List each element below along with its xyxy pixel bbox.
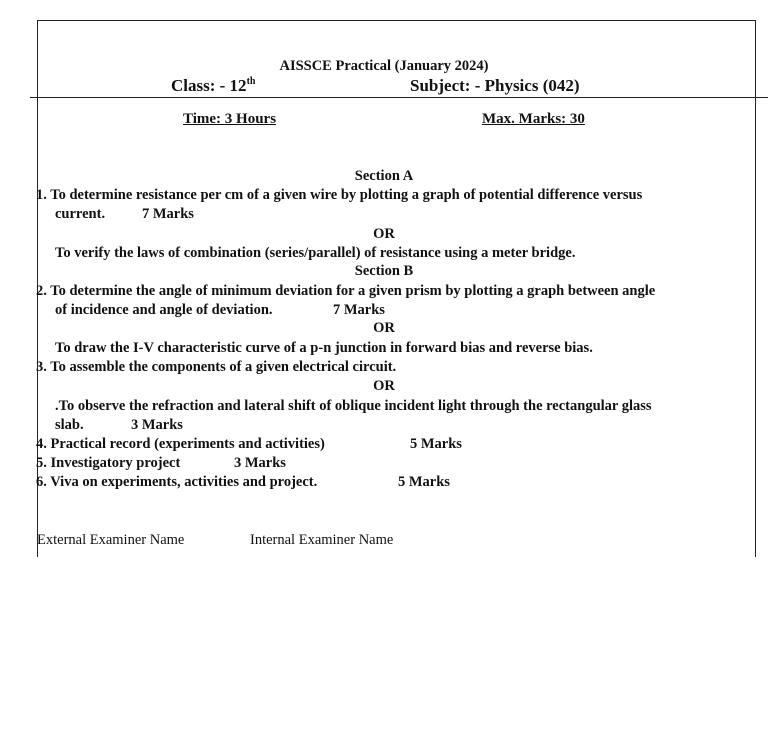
section-b-heading: Section B (354, 263, 414, 279)
or-divider-3: OR (373, 378, 395, 394)
question-4-marks: 5 Marks (410, 436, 462, 452)
question-2-line-2: of incidence and angle of deviation. (55, 302, 273, 318)
question-1-marks: 7 Marks (142, 206, 194, 222)
question-3: 3. To assemble the components of a given electrical circuit. (36, 359, 397, 375)
class-text: Class: - 12 (171, 76, 247, 95)
internal-examiner-name: Internal Examiner Name (250, 532, 394, 548)
external-examiner-name: External Examiner Name (37, 532, 185, 548)
class-label (171, 76, 255, 96)
time-label: Time: 3 Hours (183, 111, 277, 127)
question-1-line-1: 1. To determine resistance per cm of a given wire by plotting a graph of potential difference versus (36, 187, 643, 203)
question-3-alternative-line-1: .To observe the refraction and lateral shift of oblique incident light through the rectangular glass (55, 398, 652, 414)
max-marks-label: Max. Marks: 30 (482, 111, 585, 127)
question-5: 5. Investigatory project (36, 455, 181, 471)
question-3-alternative-line-2: slab. (55, 417, 84, 433)
question-6-marks: 5 Marks (398, 474, 450, 490)
subject-label: Subject: - Physics (042) (410, 76, 580, 95)
question-1-alternative: To verify the laws of combination (series/parallel) of resistance using a meter bridge. (55, 245, 576, 261)
class-superscript: th (246, 76, 256, 87)
question-1-line-2: current. (55, 206, 106, 222)
question-2-alternative: To draw the I-V characteristic curve of a p-n junction in forward bias and reverse bias. (55, 340, 593, 356)
or-divider-1: OR (373, 226, 395, 242)
question-3-marks: 3 Marks (131, 417, 183, 433)
question-4: 4. Practical record (experiments and activities) (36, 436, 325, 452)
question-2-marks: 7 Marks (333, 302, 385, 318)
or-divider-2: OR (373, 320, 395, 336)
question-5-marks: 3 Marks (234, 455, 286, 471)
section-a-heading: Section A (354, 168, 414, 184)
exam-title: AISSCE Practical (January 2024) (279, 58, 489, 74)
question-6: 6. Viva on experiments, activities and project. (36, 474, 318, 490)
header-divider (30, 97, 768, 98)
question-2-line-1: 2. To determine the angle of minimum deviation for a given prism by plotting a graph between angle (36, 283, 656, 299)
